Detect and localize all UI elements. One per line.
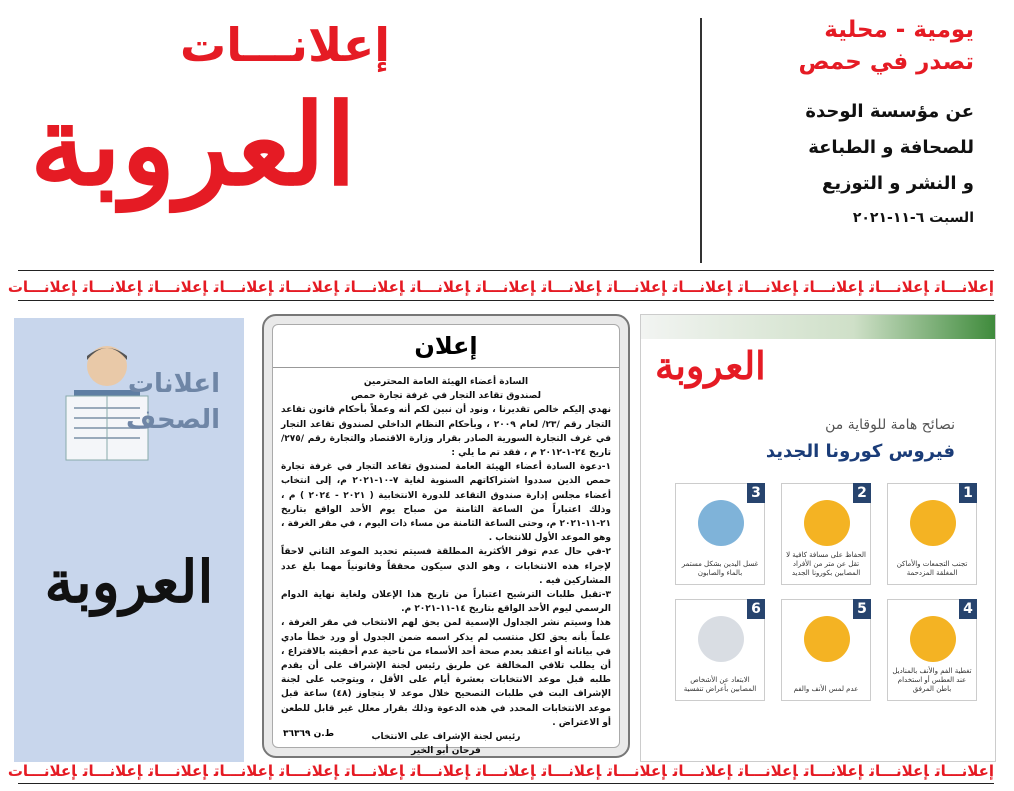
tip-card: 3 غسل اليدين بشكل مستمر بالماء والصابون bbox=[675, 483, 765, 585]
bottom-rule bbox=[18, 783, 994, 784]
publisher-line-3: و النشر و التوزيع bbox=[822, 173, 974, 194]
election-notice bbox=[262, 314, 630, 758]
frequency-label: يومية - محلية bbox=[824, 17, 974, 43]
published-in-label: تصدر في حمص bbox=[798, 49, 974, 75]
tip-illustration-icon bbox=[698, 500, 744, 546]
notice-salutation: السادة أعضاء الهيئة العامة المحترمين bbox=[363, 377, 529, 387]
panel-logo: العروبة bbox=[44, 548, 214, 616]
tip-card: 6 الابتعاد عن الأشخاص المصابين بأعراض تنفسية bbox=[675, 599, 765, 701]
covid-intro: نصائح هامة للوقاية من bbox=[825, 417, 955, 433]
tip-card: 2 الحفاظ على مسافة كافية لا تقل عن متر من الأفراد المصابين بكورونا الجديد bbox=[781, 483, 871, 585]
notice-subject: لصندوق تقاعد التجار في غرفة تجارة حمص bbox=[351, 391, 541, 402]
ribbon-top-rule bbox=[18, 270, 994, 271]
notice-heading: إعلان bbox=[273, 325, 619, 368]
notice-frame bbox=[272, 324, 620, 757]
covid-headline: فيروس كورونا الجديد bbox=[765, 441, 955, 462]
covid-tips-panel bbox=[640, 314, 996, 762]
newspaper-logo: العروبة bbox=[30, 80, 357, 211]
issue-date: السبت ٦-١١-٢٠٢١ bbox=[852, 210, 974, 226]
newspaper-ads-panel bbox=[14, 318, 244, 762]
ads-ribbon-top: إعلانـــاتإعلانـــاتإعلانـــاتإعلانـــاتإعلانـــاتإعلانـــاتإعلانـــاتإعلانـــاتإعلانـــاتإعلانـــاتإعلانـــاتإعلانـــاتإعلانـــاتإعلانـــاتإعلانـــات bbox=[7, 278, 994, 296]
notice-sign-title: رئيس لجنة الإشراف على الانتخاب bbox=[371, 732, 521, 743]
tip-illustration-icon bbox=[910, 616, 956, 662]
tip-illustration-icon bbox=[804, 616, 850, 662]
publisher-line-2: للصحافة و الطباعة bbox=[808, 137, 974, 158]
green-stripe bbox=[641, 315, 995, 339]
notice-sign-name: فرحان أبو الخير bbox=[411, 746, 481, 757]
tip-illustration-icon bbox=[698, 616, 744, 662]
notice-paragraph: هذا وسيتم نشر الجداول الإسمية لمن يحق لهم الانتخاب في مقر الغرفة ، علماً بأنه يحق لكل منتسب لم يذكر اسمه ضمن الجدول أو ورد خطأ مادي في بياناته أو اعتقد بعدم صحة أحد الأسماء من ناحية عدم أحقيته بالاقتراع ، أن يطلب تلافي المخالفة عن طريق رئيس لجنة الإشراف على أن يقدم طلبه قبل موعد الانتخابات بعشرة أيام على الأقل ، ويتوجب على لجنة الإشراف البت في طلبات التصحيح خلال موعد لا يتجاوز (٤٨) ساعة قبل موعد الانتخابات المحدد في هذه الدعوة وذلك بقرار معلل غير قابل للطعن أو الاعتراض . bbox=[281, 618, 611, 728]
panel-title: اعلانات الصحف bbox=[126, 369, 220, 435]
tip-illustration-icon bbox=[910, 500, 956, 546]
tip-card: 4 تغطية الفم والأنف بالمناديل عند العطس أو استخدام باطن المرفق bbox=[887, 599, 977, 701]
tip-card: 1 تجنب التجمعات والأماكن المغلقة المزدحمة bbox=[887, 483, 977, 585]
notice-paragraph: ٣-تقبل طلبات الترشيح اعتباراً من تاريخ هذا الإعلان ولغاية نهاية الدوام الرسمي ليوم الأحد الواقع بتاريخ ١٤-١١-٢٠٢١ م. bbox=[281, 590, 611, 615]
notice-paragraph: نهدي إليكم خالص تقديرنا ، ونود أن نبين لكم أنه وعملاً بأحكام قانون تقاعد التجار رقم /٢٣/ لعام ٢٠٠٩ ، وبأحكام النظام الداخلي لصندوق تقاعد التجار في غرف التجارة السورية الصادر بقرار وزارة الاقتصاد والتجارة رقم /٢٧٥/ تاريخ ٢٤-١-٢٠١٢ م ، فقد تم ما يلي : bbox=[281, 405, 612, 459]
masthead-divider bbox=[700, 18, 702, 263]
ribbon-bottom-rule bbox=[18, 300, 994, 301]
ads-ribbon-bottom: إعلانـــاتإعلانـــاتإعلانـــاتإعلانـــاتإعلانـــاتإعلانـــاتإعلانـــاتإعلانـــاتإعلانـــاتإعلانـــاتإعلانـــاتإعلانـــاتإعلانـــاتإعلانـــاتإعلانـــات bbox=[7, 762, 994, 780]
covid-panel-logo: العروبة bbox=[655, 343, 766, 388]
notice-reference: ط.ن ٣٦٣٦٩ bbox=[283, 729, 335, 739]
ads-title: إعلانـــات bbox=[180, 18, 391, 72]
tip-illustration-icon bbox=[804, 500, 850, 546]
notice-paragraph: ٢-في حال عدم توفر الأكثرية المطلقة فسيتم تحديد الموعد الثاني لاحقاً لإجراء هذه الانتخابات ، وهو الذي سيكون محققاً وقانونياً مهما بلغ عدد المشاركين فيه . bbox=[281, 547, 611, 586]
notice-body bbox=[281, 375, 611, 758]
tip-card: 5 عدم لمس الأنف والفم bbox=[781, 599, 871, 701]
notice-paragraph: ١-دعوة السادة أعضاء الهيئة العامة لصندوق تقاعد التجار في غرفة تجارة حمص الذين سددوا اشتراكاتهم السنوية لغاية ٧-١٠-٢٠٢١ م، إلى انتخاب أعضاء مجلس إدارة صندوق التقاعد للدورة الانتخابية ( ٢٠٢١ - ٢٠٢٤ ) م ، وذلك اعتباراً من الساعة الثامنة من صباح يوم الأحد الواقع بتاريخ ٢١-١١-٢٠٢١ م، وحتى الساعة الثامنة من مساء ذات اليوم ، في مقر الغرفة ، وهو الموعد الأول للانتخاب . bbox=[281, 462, 612, 544]
publisher-line-1: عن مؤسسة الوحدة bbox=[805, 101, 974, 122]
masthead-info bbox=[724, 14, 974, 226]
